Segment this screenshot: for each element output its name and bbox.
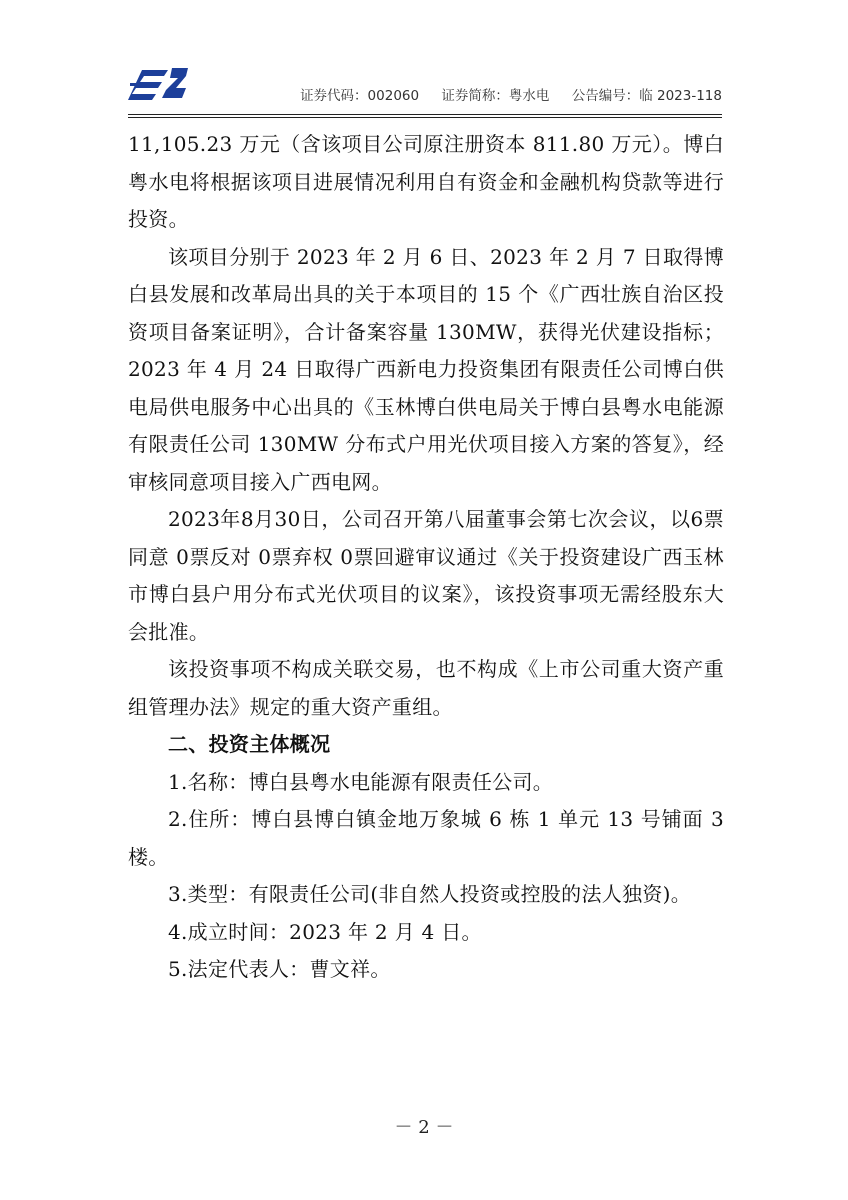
list-item: 3.类型：有限责任公司(非自然人投资或控股的法人独资)。 xyxy=(168,882,692,906)
header-info xyxy=(300,84,722,104)
paragraph: 该投资事项不构成关联交易，也不构成《上市公司重大资产重组管理办法》规定的重大资产重组。 xyxy=(128,657,724,719)
paragraph: 2023年8月30日，公司召开第八届董事会第七次会议，以6票同意 0票反对 0票弃权 0票回避审议通过《关于投资建设广西玉林市博白县户用分布式光伏项目的议案》，该投资事项无需经股东大会批准。 xyxy=(128,507,724,644)
stock-name: 证券简称：粤水电 xyxy=(441,88,550,104)
page-number: － 2 － xyxy=(394,1117,454,1138)
paragraph: 11,105.23 万元（含该项目公司原注册资本 811.80 万元）。博白粤水电将根据该项目进展情况利用自有资金和金融机构贷款等进行投资。 xyxy=(128,132,724,231)
stock-code: 证券代码：002060 xyxy=(300,88,420,104)
company-logo-icon xyxy=(128,66,190,100)
list-item: 5.法定代表人：曹文祥。 xyxy=(168,957,391,981)
list-item: 1.名称：博白县粤水电能源有限责任公司。 xyxy=(168,769,554,794)
list-item: 2.住所：博白县博白镇金地万象城 6 栋 1 单元 13 号铺面 3 楼。 xyxy=(128,807,724,869)
header-divider xyxy=(128,114,722,118)
page-header xyxy=(128,60,722,118)
paragraph: 该项目分别于 2023 年 2 月 6 日、2023 年 2 月 7 日取得博白县发展和改革局出具的关于本项目的 15 个《广西壮族自治区投资项目备案证明》，合计备案容量 130MW，获得光伏建设指标；2023 年 4 月 24 日取得广西新电力投资集团有限责任公司博白供电局供电服务中心出具的《玉林博白供电局关于博白县粤水电能源有限责任公司 130MW 分布式户用光伏项目接入方案的答复》，经审核同意项目接入广西电网。 xyxy=(128,244,724,494)
announcement-number: 公告编号：临 2023-118 xyxy=(571,88,722,104)
document-body xyxy=(128,126,724,989)
section-title: 二、投资主体概况 xyxy=(168,732,331,756)
list-item: 4.成立时间：2023 年 2 月 4 日。 xyxy=(168,919,482,944)
